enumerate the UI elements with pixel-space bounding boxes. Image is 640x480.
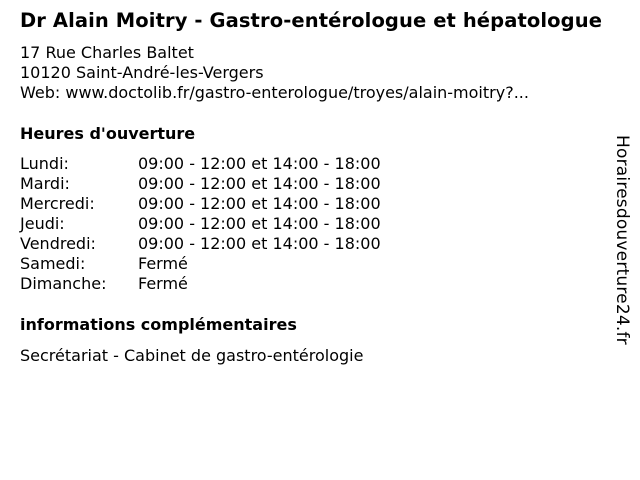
day-hours: Fermé [138, 254, 188, 273]
day-hours: Fermé [138, 274, 188, 293]
site-watermark: Horairesdouverture24.fr [612, 135, 632, 345]
day-hours: 09:00 - 12:00 et 14:00 - 18:00 [138, 214, 381, 233]
day-label: Mardi: [20, 174, 70, 193]
day-hours: 09:00 - 12:00 et 14:00 - 18:00 [138, 194, 381, 213]
hours-heading: Heures d'ouverture [20, 124, 196, 143]
day-label: Vendredi: [20, 234, 96, 253]
website-line: Web: www.doctolib.fr/gastro-enterologue/troyes/alain-moitry?... [20, 83, 529, 102]
day-label: Dimanche: [20, 274, 107, 293]
day-hours: 09:00 - 12:00 et 14:00 - 18:00 [138, 234, 381, 253]
page-title: Dr Alain Moitry - Gastro-entérologue et hépatologue [20, 9, 603, 32]
day-label: Jeudi: [20, 214, 65, 233]
address-block [20, 43, 529, 103]
day-label: Lundi: [20, 154, 69, 173]
day-hours: 09:00 - 12:00 et 14:00 - 18:00 [138, 154, 381, 173]
address-street: 17 Rue Charles Baltet [20, 43, 194, 62]
info-text: Secrétariat - Cabinet de gastro-entérologie [20, 346, 364, 365]
info-heading: informations complémentaires [20, 315, 297, 334]
address-city: 10120 Saint-André-les-Vergers [20, 63, 264, 82]
day-label: Mercredi: [20, 194, 95, 213]
day-label: Samedi: [20, 254, 86, 273]
day-hours: 09:00 - 12:00 et 14:00 - 18:00 [138, 174, 381, 193]
